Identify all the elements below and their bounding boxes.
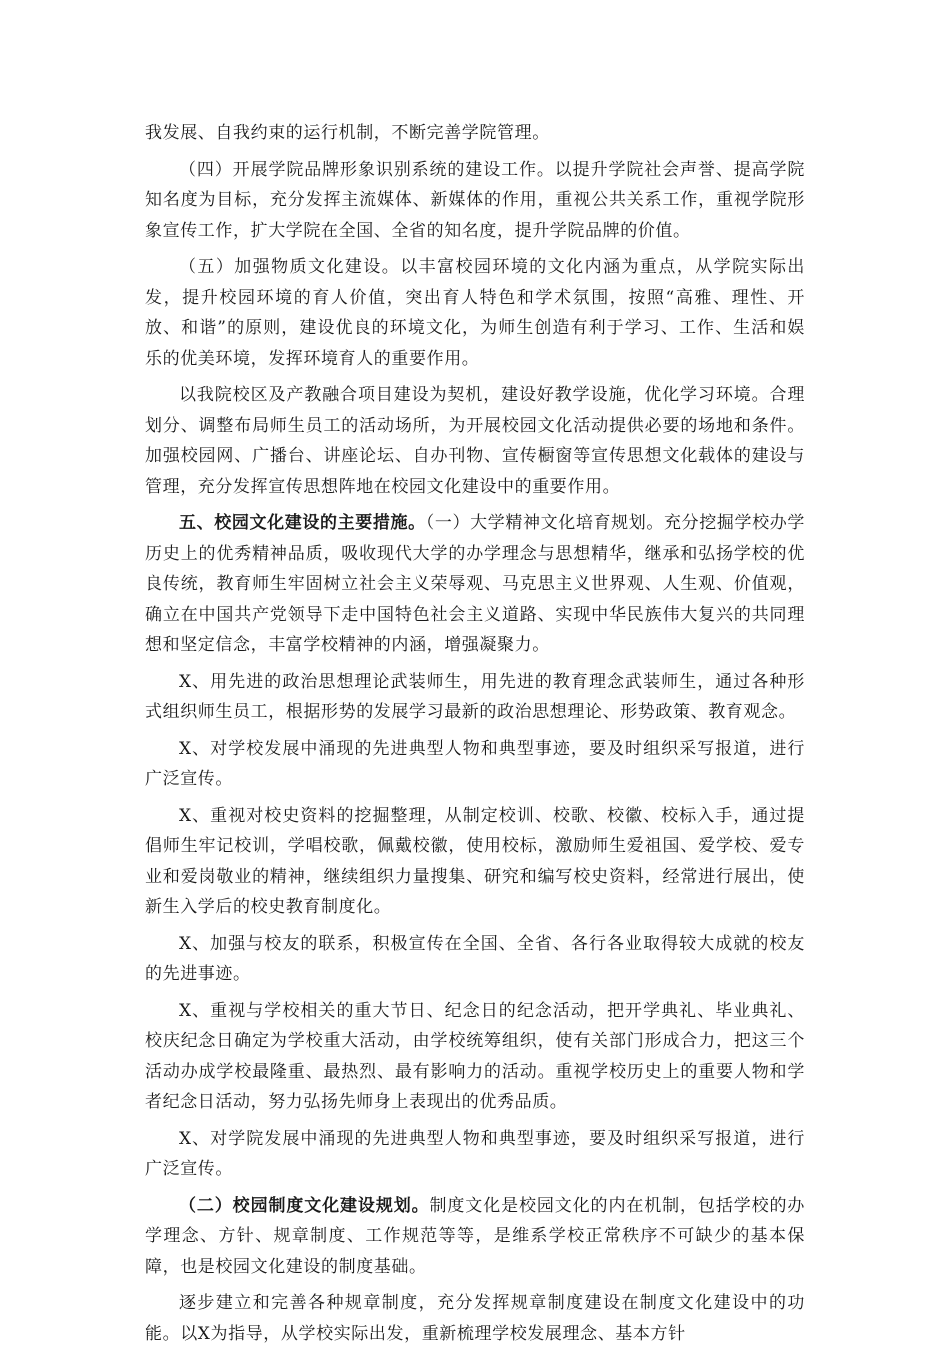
paragraph-5 <box>145 508 805 661</box>
paragraph-11: X、对学院发展中涌现的先进典型人物和典型事迹，要及时组织采写报道，进行广泛宣传。 <box>145 1128 805 1179</box>
document-page <box>145 118 805 1355</box>
paragraph-7: X、对学校发展中涌现的先进典型人物和典型事迹，要及时组织采写报道，进行广泛宣传。 <box>145 738 805 789</box>
paragraph-10: X、重视与学校相关的重大节日、纪念日的纪念活动，把开学典礼、毕业典礼、校庆纪念日确定为学校重大活动，由学校统筹组织，使有关部门形成合力，把这三个活动办成学校最隆重、最热烈、最有影响力的活动。重视学校历史上的重要人物和学者纪念日活动，努力弘扬先师身上表现出的优秀品质。 <box>145 1000 805 1112</box>
paragraph-12-body: 制度文化是校园文化的内在机制，包括学校的办学理念、方针、规章制度、工作规范等等，是维系学校正常秩序不可缺少的基本保障，也是校园文化建设的制度基础。 <box>145 1195 805 1277</box>
paragraph-9: X、加强与校友的联系，积极宣传在全国、全省、各行各业取得较大成就的校友的先进事迹。 <box>145 933 805 984</box>
paragraph-8: X、重视对校史资料的挖掘整理，从制定校训、校歌、校徽、校标入手，通过提倡师生牢记校训，学唱校歌，佩戴校徽，使用校标，激励师生爱祖国、爱学校、爱专业和爱岗敬业的精神，继续组织力量搜集、研究和编写校史资料，经常进行展出，使新生入学后的校史教育制度化。 <box>145 805 805 917</box>
paragraph-2: （四）开展学院品牌形象识别系统的建设工作。以提升学院社会声誉、提高学院知名度为目标，充分发挥主流媒体、新媒体的作用，重视公共关系工作，重视学院形象宣传工作，扩大学院在全国、全省的知名度，提升学院品牌的价值。 <box>145 159 805 241</box>
paragraph-3: （五）加强物质文化建设。以丰富校园环境的文化内涵为重点，从学院实际出发，提升校园环境的育人价值，突出育人特色和学术氛围，按照“高雅、理性、开放、和谐”的原则，建设优良的环境文化，为师生创造有利于学习、工作、生活和娱乐的优美环境，发挥环境育人的重要作用。 <box>145 257 805 369</box>
paragraph-4: 以我院校区及产教融合项目建设为契机，建设好教学设施，优化学习环境。合理划分、调整布局师生员工的活动场所，为开展校园文化活动提供必要的场地和条件。加强校园网、广播台、讲座论坛、自办刊物、宣传橱窗等宣传思想文化载体的建设与管理，充分发挥宣传思想阵地在校园文化建设中的重要作用。 <box>145 385 805 497</box>
paragraph-1: 我发展、自我约束的运行机制，不断完善学院管理。 <box>145 123 550 143</box>
paragraph-12 <box>145 1191 805 1283</box>
paragraph-13: 逐步建立和完善各种规章制度，充分发挥规章制度建设在制度文化建设中的功能。以X为指导，从学校实际出发，重新梳理学校发展理念、基本方针 <box>145 1293 805 1344</box>
section-heading-five: 五、校园文化建设的主要措施。 <box>179 513 426 533</box>
paragraph-6: X、用先进的政治思想理论武装师生，用先进的教育理念武装师生，通过各种形式组织师生员工，根据形势的发展学习最新的政治思想理论、形势政策、教育观念。 <box>145 671 805 722</box>
subsection-heading-two: （二）校园制度文化建设规划。 <box>179 1195 430 1216</box>
paragraph-5-body: （一）大学精神文化培育规划。充分挖掘学校办学历史上的优秀精神品质，吸收现代大学的办学理念与思想精华，继承和弘扬学校的优良传统，教育师生牢固树立社会主义荣辱观、马克思主义世界观、人生观、价值观，确立在中国共产党领导下走中国特色社会主义道路、实现中华民族伟大复兴的共同理想和坚定信念，丰富学校精神的内涵，增强凝聚力。 <box>145 513 805 655</box>
